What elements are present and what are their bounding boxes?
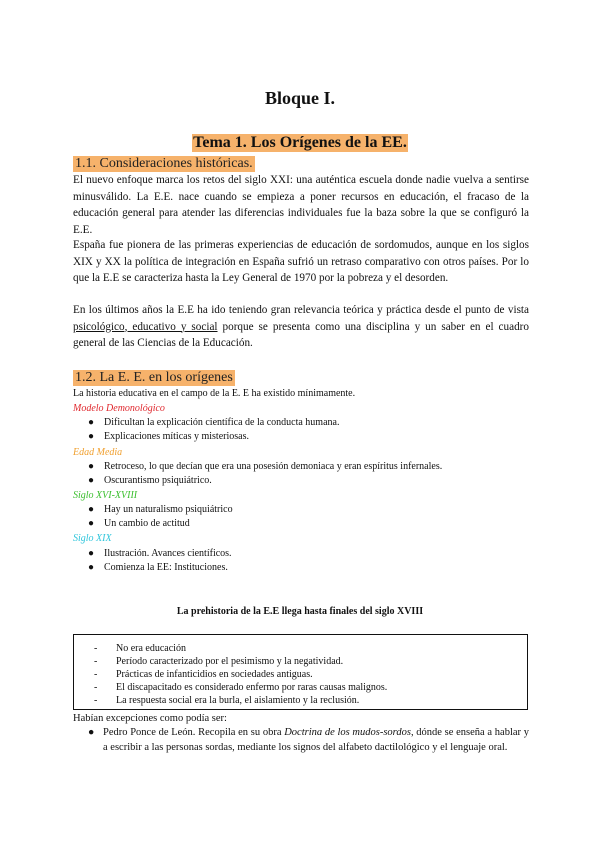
bullet-icon: ● bbox=[88, 548, 95, 559]
underlined-phrase: psicológico, educativo y social bbox=[73, 320, 218, 333]
list-item: ● Un cambio de actitud bbox=[88, 518, 190, 529]
bullet-icon: ● bbox=[88, 727, 95, 738]
exception-paragraph bbox=[73, 725, 529, 755]
paragraph-espana: España fue pionera de las primeras experiencias de educación de sordomudos, aunque en los siglos XIX y XX la política de integración en España sufrió un retraso comparativo con otros países. Por lo que la E.E se caracteriza hasta la Ley General de 1970 por la pobreza y el desorden. bbox=[73, 239, 529, 284]
list-item: ● Comienza la EE: Instituciones. bbox=[88, 562, 228, 573]
list-item: ● Ilustración. Avances científicos. bbox=[88, 548, 232, 559]
list-item: - La respuesta social era la burla, el aislamiento y la reclusión. bbox=[94, 695, 360, 706]
bullet-icon: ● bbox=[88, 417, 95, 428]
paragraph-relevancia bbox=[73, 302, 529, 352]
bullet-icon: ● bbox=[88, 431, 95, 442]
list-item: ● Explicaciones míticas y misteriosas. bbox=[88, 431, 249, 442]
tema-title-wrapper bbox=[0, 134, 600, 152]
prehistory-box bbox=[73, 634, 528, 710]
bullet-icon: ● bbox=[88, 475, 95, 486]
list-siglo-xix bbox=[73, 547, 232, 575]
list-siglo-xvi-xviii bbox=[73, 503, 233, 531]
dash-icon: - bbox=[94, 682, 98, 693]
tema-title: Tema 1. Los Orígenes de la EE. bbox=[193, 134, 407, 151]
paragraph-retos: El nuevo enfoque marca los retos del siglo XXI: una auténtica escuela donde nadie vuelva a sentirse minusválido. La E.E. nace cuando se empieza a poner recursos en educación, el fracaso de la educación general para atender las diferencias individuales fue la baza sobre la que se configuró la E.E. bbox=[73, 174, 529, 236]
list-item: - Prácticas de infanticidios en sociedades antiguas. bbox=[94, 669, 313, 680]
section-2-intro: La historia educativa en el campo de la E. E ha existido mínimamente. bbox=[73, 388, 356, 399]
bullet-icon: ● bbox=[88, 562, 95, 573]
bloque-title: Bloque I. bbox=[264, 88, 336, 108]
bullet-icon: ● bbox=[88, 504, 95, 515]
list-item: ● Oscurantismo psiquiátrico. bbox=[88, 475, 212, 486]
list-item: - El discapacitado es considerado enfermo por raras causas malignos. bbox=[94, 682, 388, 693]
category-siglo-xvi-xviii: Siglo XVI-XVIII bbox=[73, 490, 138, 501]
exceptions-intro: Habían excepciones como podía ser: bbox=[73, 713, 227, 724]
section-heading-1-2: 1.2. La E. E. en los orígenes bbox=[75, 370, 233, 385]
exception-end: , dónde se enseña a hablar y a escribir a las personas sordas, mediante los signos del alfabeto dactilológico y el lenguaje oral. bbox=[103, 727, 529, 753]
list-modelo-demonologico bbox=[73, 416, 339, 444]
bullet-icon: ● bbox=[88, 518, 95, 529]
category-modelo-demonologico: Modelo Demonológico bbox=[73, 403, 165, 414]
list-item: - No era educación bbox=[94, 643, 186, 654]
paragraph-relevancia-end: porque se presenta como una disciplina y un saber en el cuadro general de las Ciencias de la Educación. bbox=[73, 320, 529, 349]
book-title: Doctrina de los mudos-sordos bbox=[284, 727, 411, 738]
paragraph-relevancia-start: En los últimos años la E.E ha ido teniendo gran relevancia teórica y práctica desde el punto de vista bbox=[73, 304, 529, 316]
dash-icon: - bbox=[94, 656, 98, 667]
list-edad-media bbox=[73, 460, 442, 488]
section-heading-1-1: 1.1. Consideraciones históricas. bbox=[75, 156, 253, 171]
dash-icon: - bbox=[94, 669, 98, 680]
list-item: - Período caracterizado por el pesimismo y la negatividad. bbox=[94, 656, 344, 667]
list-item: ● Retroceso, lo que decían que era una posesión demoniaca y eran espíritus infernales. bbox=[88, 461, 443, 472]
bullet-icon: ● bbox=[88, 461, 95, 472]
list-item: ● Dificultan la explicación científica de la conducta humana. bbox=[88, 417, 340, 428]
list-item: ● Hay un naturalismo psiquiátrico bbox=[88, 504, 233, 515]
category-edad-media: Edad Media bbox=[73, 447, 123, 458]
category-siglo-xix: Siglo XIX bbox=[73, 533, 112, 544]
prehistory-title: La prehistoria de la E.E llega hasta finales del siglo XVIII bbox=[176, 606, 424, 617]
prehistory-list bbox=[94, 642, 387, 707]
dash-icon: - bbox=[94, 643, 98, 654]
dash-icon: - bbox=[94, 695, 98, 706]
exception-start: Pedro Ponce de León. Recopila en su obra bbox=[103, 727, 285, 738]
